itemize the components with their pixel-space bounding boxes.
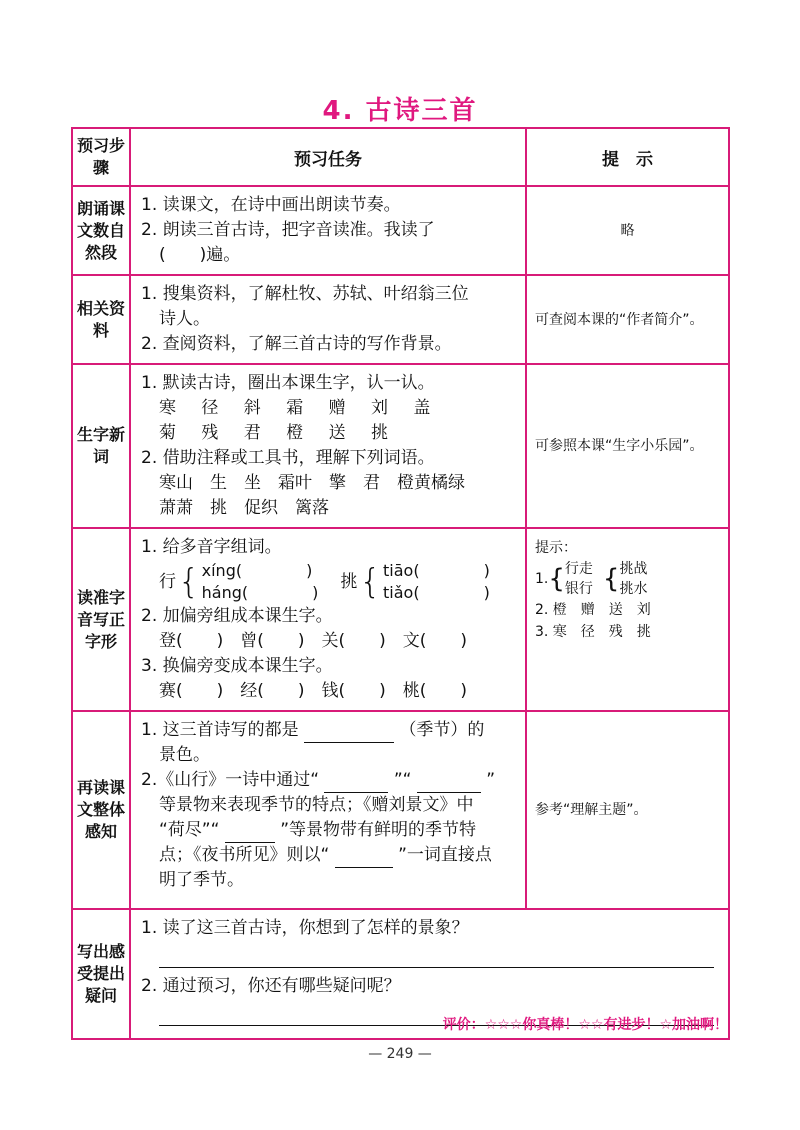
hint-word: 挑水 <box>619 581 648 597</box>
question: 1. 读了这三首古诗，你想到了怎样的景象？ <box>141 918 469 938</box>
pinyin-option[interactable]: háng( ) <box>201 583 319 602</box>
task-text: ”一词直接点 <box>398 845 492 865</box>
lesson-title: 4. 古诗三首 <box>322 96 478 126</box>
hint-polyphone <box>535 559 720 599</box>
task-cell <box>130 364 526 528</box>
hint-word: 挑战 <box>619 561 648 577</box>
answer-blank[interactable] <box>225 824 275 843</box>
task-item: 2. 查阅资料，了解三首古诗的写作背景。 <box>141 334 452 354</box>
fill-items[interactable]: 登( ) 曾( ) 关( ) 文( ) <box>159 631 468 651</box>
task-text: 点；《夜书所见》则以“ <box>159 845 330 865</box>
task-text: ” <box>486 770 496 790</box>
hint-line: 2. 橙 赠 送 刘 <box>535 602 651 618</box>
task-item: 1. 读课文，在诗中画出朗读节奏。 <box>141 195 401 215</box>
word-list: 寒山 生 坐 霜叶 擎 君 橙黄橘绿 <box>159 473 465 493</box>
question: 2. 通过预习，你还有哪些疑问呢？ <box>141 976 401 996</box>
task-item <box>141 718 515 743</box>
step-label: 朗诵课文数自然段 <box>72 186 130 275</box>
character-list: 寒 径 斜 霜 赠 刘 盖 <box>159 398 441 418</box>
table-header-row <box>72 128 729 186</box>
task-item: 2. 朗读三首古诗，把字音读准。我读了 <box>141 220 435 240</box>
task-item: 2. 加偏旁组成本课生字。 <box>141 606 333 626</box>
hint-word: 银行 <box>564 581 593 597</box>
task-item: ( )遍。 <box>159 245 241 265</box>
task-text: 1. 这三首诗写的都是 <box>141 720 299 740</box>
task-cell <box>130 275 526 364</box>
task-item: 1. 给多音字组词。 <box>141 537 282 557</box>
task-item: 诗人。 <box>159 309 210 329</box>
hint-cell: 可查阅本课的“作者简介”。 <box>526 275 729 364</box>
hint-cell: 参考“理解主题”。 <box>526 711 729 909</box>
polyphone-tiao <box>340 560 489 604</box>
step-label: 相关资料 <box>72 275 130 364</box>
hint-cell: 略 <box>526 186 729 275</box>
answer-blank[interactable] <box>324 774 388 793</box>
pinyin-option[interactable]: tiāo( ) <box>383 561 490 580</box>
table-row <box>72 711 729 909</box>
task-text: ”等景物带有鲜明的季节特 <box>280 820 477 840</box>
character-list: 菊 残 君 橙 送 挑 <box>159 423 399 443</box>
task-cell <box>130 711 526 909</box>
task-item <box>141 818 515 843</box>
fill-items[interactable]: 赛( ) 经( ) 钱( ) 桃( ) <box>159 681 468 701</box>
task-text: 等景物来表现季节的特点；《赠刘景文》中 <box>159 795 474 815</box>
preview-table <box>71 127 730 1040</box>
task-text: “荷尽”“ <box>159 820 220 840</box>
task-text: 2.《山行》一诗中通过“ <box>141 770 320 790</box>
step-label: 读准字音写正字形 <box>72 528 130 711</box>
hint-word: 行走 <box>564 561 593 577</box>
polyphone-char: 行 <box>159 571 176 592</box>
table-row <box>72 364 729 528</box>
answer-blank[interactable] <box>417 774 481 793</box>
hint-line: 3. 寒 径 残 挑 <box>535 624 651 640</box>
pinyin-option[interactable]: tiǎo( ) <box>383 583 490 602</box>
header-task: 预习任务 <box>130 128 526 186</box>
task-text: 景色。 <box>159 745 210 765</box>
hint-label: 提示： <box>535 540 577 556</box>
hint-cell: 可参照本课“生字小乐园”。 <box>526 364 729 528</box>
hint-cell <box>526 528 729 711</box>
brace-icon: { <box>359 562 382 602</box>
task-item <box>141 768 515 793</box>
polyphone-group <box>141 560 515 604</box>
brace-icon: { <box>602 564 620 594</box>
header-step: 预习步骤 <box>72 128 130 186</box>
polyphone-xing <box>159 560 318 604</box>
task-cell <box>130 528 526 711</box>
answer-line[interactable] <box>159 941 714 968</box>
task-item: 1. 默读古诗，圈出本课生字，认一认。 <box>141 373 435 393</box>
task-text: ”“ <box>393 770 412 790</box>
task-item: 3. 换偏旁变成本课生字。 <box>141 656 333 676</box>
answer-blank[interactable] <box>304 724 394 743</box>
step-label: 再读课文整体感知 <box>72 711 130 909</box>
evaluation-text: 评价：☆☆☆你真棒！☆☆有进步！☆加油啊！ <box>442 1017 728 1033</box>
word-list: 萧萧 挑 促织 篱落 <box>159 498 329 518</box>
hint-number: 1. <box>535 571 549 587</box>
step-label: 写出感受提出疑问 <box>72 909 130 1039</box>
task-item <box>141 843 515 868</box>
table-row <box>72 186 729 275</box>
pinyin-option[interactable]: xíng( ) <box>201 561 313 580</box>
task-text: 明了季节。 <box>159 870 244 890</box>
brace-icon: { <box>178 562 200 602</box>
polyphone-char: 挑 <box>340 571 358 592</box>
step-label: 生字新词 <box>72 364 130 528</box>
answer-blank[interactable] <box>335 849 393 868</box>
task-item: 2. 借助注释或工具书，理解下列词语。 <box>141 448 435 468</box>
brace-icon: { <box>548 564 565 594</box>
task-text: （季节）的 <box>399 720 485 740</box>
task-cell <box>130 186 526 275</box>
task-item: 1. 搜集资料，了解杜牧、苏轼、叶绍翁三位 <box>141 284 469 304</box>
header-hint: 提 示 <box>526 128 729 186</box>
page-number: — 249 — <box>368 1046 432 1062</box>
table-row <box>72 528 729 711</box>
table-row <box>72 275 729 364</box>
